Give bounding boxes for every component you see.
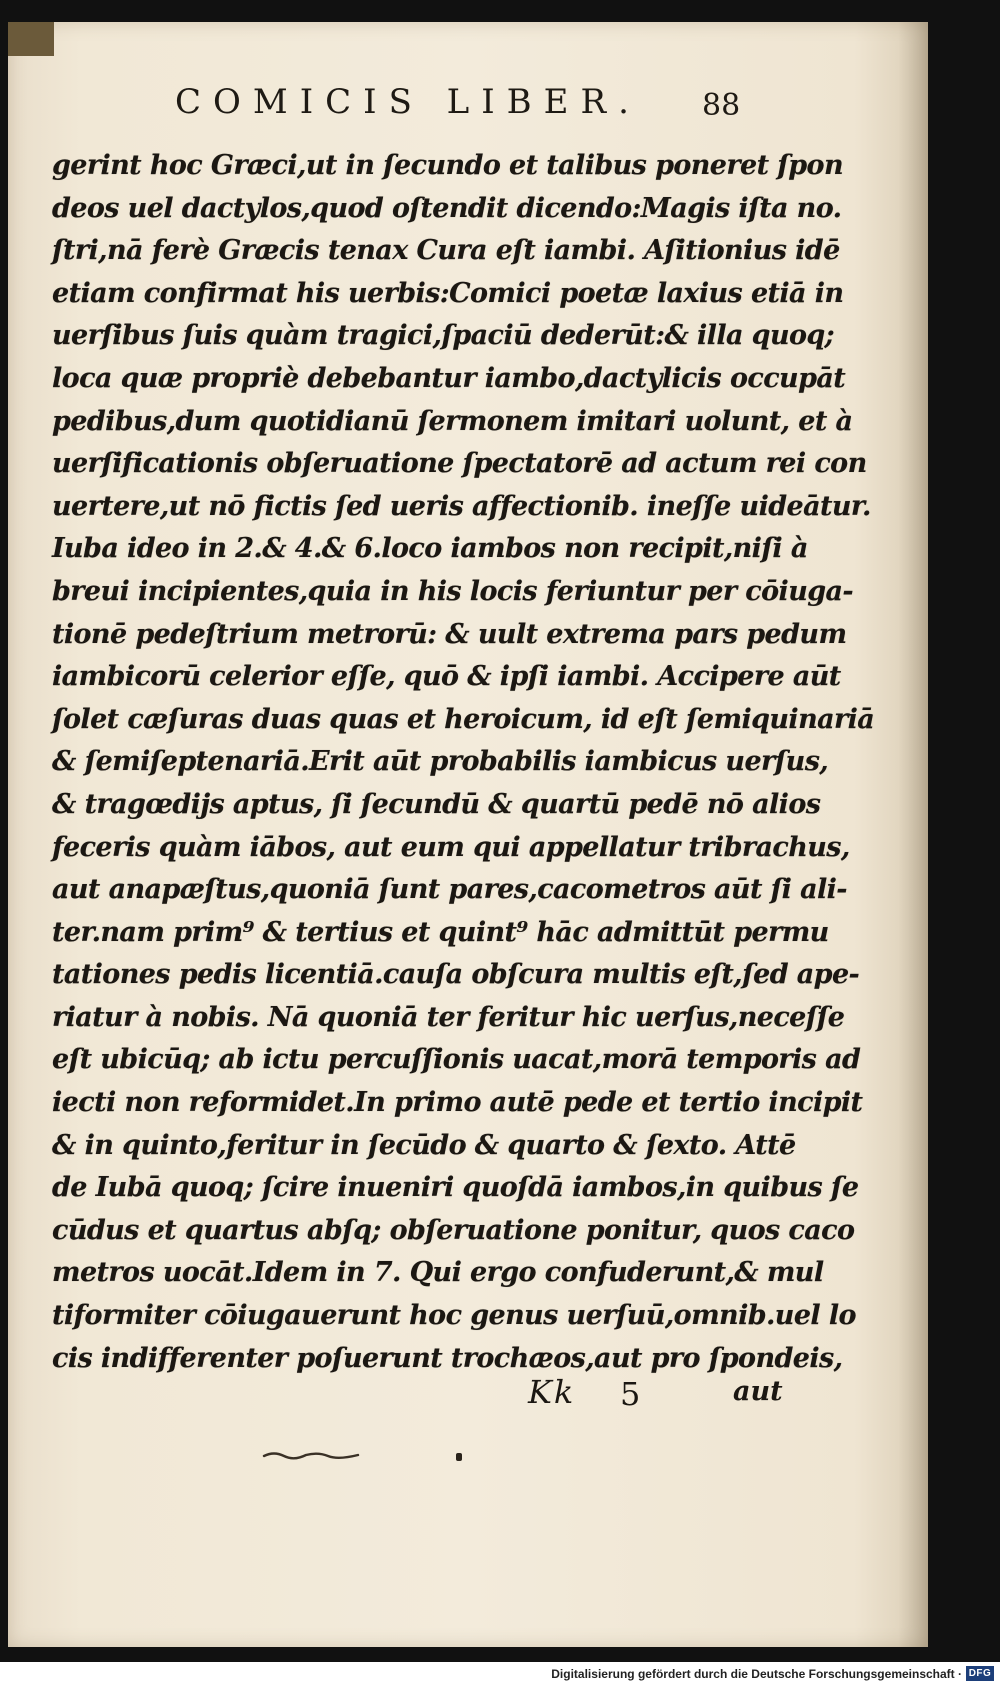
text-line: ſolet cæſuras duas quas et heroicum, id eſt ſemiquinariā: [52, 703, 875, 735]
text-line: tationes pedis licentiā.cauſa obſcura multis eſt,ſed ape-: [52, 959, 860, 991]
text-line: ter.nam prim⁹ & tertius et quint⁹ hāc admittūt permu: [52, 916, 829, 948]
text-line: uerſificationis obſeruatione ſpectatorē ad actum rei con: [52, 448, 867, 480]
text-line: aut anapæſtus,quoniā ſunt pares,cacometros aūt ſi ali-: [52, 874, 847, 906]
text-line: de Iubā quoq; ſcire inueniri quoſdā iambos,in quibus ſe: [52, 1172, 859, 1204]
text-line: tionē pedeſtrium metrorū: & uult extrema pars pedum: [52, 618, 847, 650]
text-line: iecti non reformidet.In primo autē pede et tertio incipit: [52, 1087, 863, 1119]
text-line: etiam confirmat his uerbis:Comici poetæ laxius etiā in: [52, 277, 844, 309]
credit-line: Digitalisierung gefördert durch die Deutsche Forschungsgemeinschaft ·: [551, 1667, 962, 1681]
text-line: & tragœdijs aptus, ſi ſecundū & quartū pedē nō alios: [52, 788, 821, 820]
ink-dot: [456, 1453, 462, 1461]
text-line: & in quinto,feritur in ſecūdo & quarto & ſexto. Attē: [52, 1129, 796, 1161]
body-text: [52, 145, 875, 1380]
running-title: COMICIS LIBER.: [175, 82, 641, 122]
text-line: pedibus,dum quotidianū ſermonem imitari uolunt, et à: [52, 405, 853, 437]
page-edge-shadow: [898, 22, 928, 1647]
text-line: cūdus et quartus abſq; obſeruatione ponitur, quos caco: [52, 1214, 855, 1246]
text-line: gerint hoc Græci,ut in ſecundo et talibus poneret ſpon: [52, 150, 843, 181]
text-line: uerſibus ſuis quàm tragici,ſpaciū dederūt:& illa quoq;: [52, 320, 835, 352]
signature-mark: Kk: [528, 1373, 576, 1411]
text-line: eſt ubicūq; ab ictu percuſſionis uacat,morā temporis ad: [52, 1044, 861, 1076]
sheet-number: 5: [620, 1375, 641, 1413]
text-line: riatur à nobis. Nā quoniā ter feritur hic uerſus,neceſſe: [52, 1001, 845, 1033]
text-line: & ſemiſeptenariā.Erit aūt probabilis iambicus uerſus,: [52, 746, 829, 778]
text-line: iambicorū celerior eſſe, quō & ipſi iambi. Accipere aūt: [52, 661, 841, 693]
text-line: deos uel dactylos,quod oſtendit dicendo:Magis iſta no.: [52, 192, 842, 224]
catchword: aut: [733, 1376, 783, 1407]
text-line: Iuba ideo in 2.& 4.& 6.loco iambos non recipit,niſi à: [52, 533, 808, 565]
text-line: loca quæ propriè debebantur iambo,dactylicis occupāt: [52, 362, 846, 394]
ink-smudge: [262, 1447, 362, 1461]
text-line: tiformiter cōiugauerunt hoc genus uerſuū,omnib.uel lo: [52, 1300, 856, 1332]
text-line: feceris quàm iābos, aut eum qui appellatur tribrachus,: [52, 831, 850, 863]
text-line: metros uocāt.Idem in 7. Qui ergo confuderunt,& mul: [52, 1257, 824, 1289]
text-line: ſtri,nā ferè Græcis tenax Cura eſt iambi. Aſitionius idē: [52, 235, 840, 267]
text-line: breui incipientes,quia in his locis feriuntur per cōiuga-: [52, 575, 854, 607]
text-line: cis indifferenter poſuerunt trochæos,aut pro ſpondeis,: [52, 1342, 843, 1374]
dfg-logo: DFG: [966, 1666, 994, 1681]
text-line: uertere,ut nō fictis ſed ueris affectionib. ineſſe uideātur.: [52, 490, 871, 522]
page-corner-binding: [8, 22, 54, 56]
page-number: 88: [702, 88, 741, 123]
